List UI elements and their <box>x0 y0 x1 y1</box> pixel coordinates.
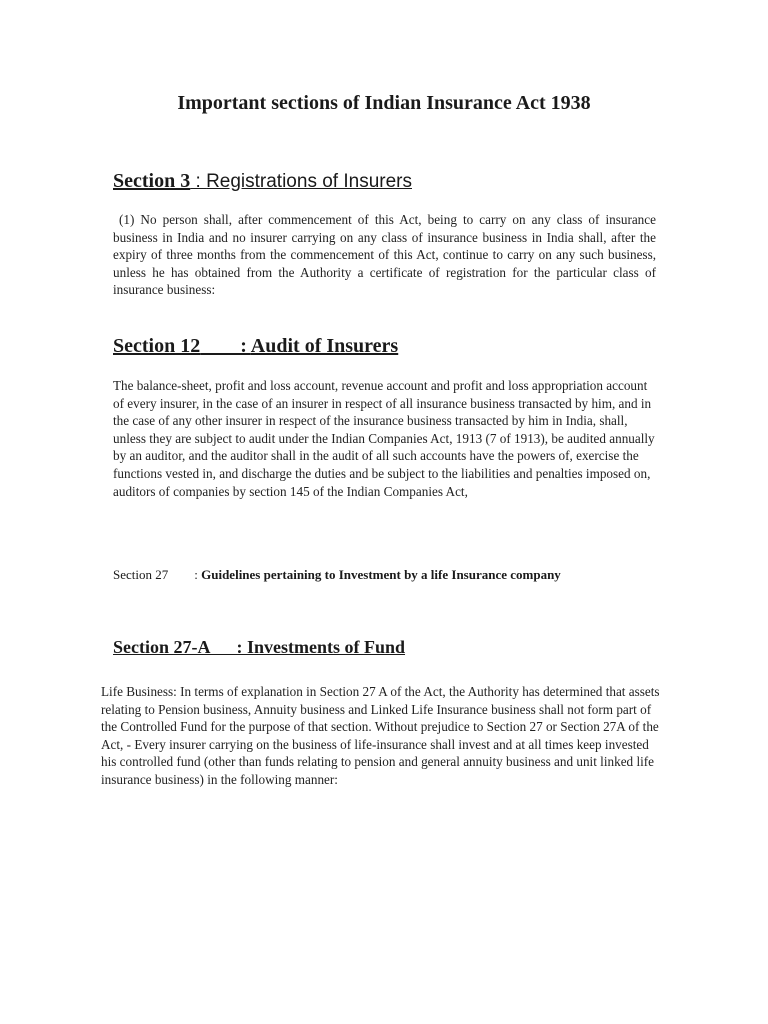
section-3-body: (1) No person shall, after commencement of this Act, being to carry on any class of insurance business in India and no insurer carrying on any class of insurance business in India shall, after the expiry of three months from the commencement of this Act, continue to carry on any such business, unless he has obtained from the Authority a certificate of registration for the particular class of insurance business: <box>113 212 656 298</box>
section-27a-number: Section 27-A <box>113 637 210 657</box>
document-title: Important sections of Indian Insurance Act 1938 <box>177 92 591 114</box>
section-3-title: Registrations of Insurers <box>206 171 412 192</box>
section-12-title: Audit of Insurers <box>250 335 399 357</box>
section-3-separator: : <box>190 171 207 192</box>
section-27-separator: : <box>168 567 202 582</box>
section-3-number: Section 3 <box>113 170 191 192</box>
section-27a-heading <box>113 637 405 658</box>
section-12-heading <box>113 335 398 358</box>
section-27a-body: Life Business: In terms of explanation in Section 27 A of the Act, the Authority has determined that assets relating to Pension business, Annuity business and Linked Life Insurance business shall not form part of the Controlled Fund for the purpose of that section. Without prejudice to Section 27 or Section 27A of the Act, - Every insurer carrying on the business of life-insurance shall invest and at all times keep invested his controlled fund (other than funds relating to pension and general annuity business and unit linked life insurance business) in the following manner: <box>101 684 660 787</box>
section-3-heading <box>113 170 412 193</box>
section-27a-title: Investments of Fund <box>247 637 406 657</box>
section-12-number: Section 12 <box>113 335 201 357</box>
section-27-heading <box>113 567 561 583</box>
section-12-separator: : <box>200 335 251 357</box>
section-27a-separator: : <box>209 637 247 657</box>
section-12-body: The balance-sheet, profit and loss account, revenue account and profit and loss appropriation account of every insurer, in the case of an insurer in respect of all insurance business transacted by him, and in the case of any other insurer in respect of the insurance business transacted by him in India, shall, unless they are subject to audit under the Indian Companies Act, 1913 (7 of 1913), be audited annually by an auditor, and the auditor shall in the audit of all such accounts have the powers of, exercise the functions vested in, and discharge the duties and be subject to the liabilities and penalties imposed on, auditors of companies by section 145 of the Indian Companies Act, <box>113 378 655 499</box>
section-27-title: Guidelines pertaining to Investment by a life Insurance company <box>201 567 561 582</box>
section-27-number: Section 27 <box>113 567 169 582</box>
